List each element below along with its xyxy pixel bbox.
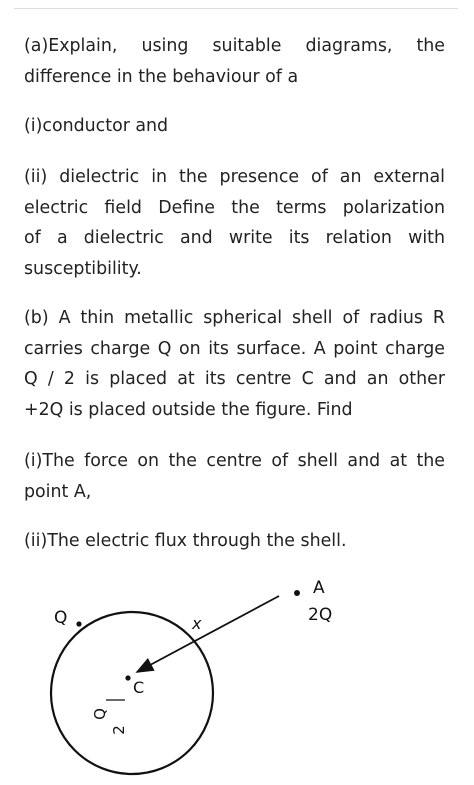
center-charge-fraction — [91, 700, 128, 735]
point-a-label: A — [313, 578, 325, 598]
shell-diagram — [24, 566, 364, 781]
text-line: difference in the behaviour of a — [24, 66, 299, 87]
text-line: (b) A thin metallic spherical shell of radius R — [24, 308, 445, 328]
part-b-text — [24, 303, 445, 425]
external-charge-label: 2Q — [308, 605, 333, 625]
text-line: of a dielectric and write its relation with — [24, 228, 445, 248]
text-line: (ii) dielectric in the presence of an external — [24, 167, 445, 187]
text-line: susceptibility. — [24, 258, 142, 279]
text-line: (a)Explain, using suitable diagrams, the — [24, 36, 445, 56]
center-dot — [125, 675, 130, 680]
text-line: (ii)The electric flux through the shell. — [24, 531, 347, 551]
part-a-item-ii — [24, 162, 445, 284]
shell-charge-dot — [76, 621, 81, 626]
text-line: (i)conductor and — [24, 116, 169, 136]
center-label: C — [133, 678, 145, 697]
text-line: point A, — [24, 481, 92, 502]
distance-line — [137, 596, 279, 672]
part-a-intro — [24, 31, 445, 92]
shell-charge-label: Q — [54, 608, 68, 628]
fraction-numerator: Q — [91, 708, 109, 720]
text-line: (i)The force on the centre of shell and at the — [24, 451, 445, 471]
distance-label: x — [192, 614, 202, 633]
fraction-denominator: 2 — [110, 725, 128, 735]
part-a-item-i — [24, 111, 445, 142]
shell-diagram-svg — [24, 566, 364, 781]
point-a-dot — [294, 590, 300, 596]
text-line: +2Q is placed outside the figure. Find — [24, 399, 353, 420]
text-line: electric field Define the terms polarization — [24, 197, 445, 218]
top-divider — [14, 8, 458, 9]
part-b-item-i — [24, 446, 445, 507]
part-b-item-ii — [24, 526, 445, 557]
text-line: carries charge Q on its surface. A point charge — [24, 338, 445, 359]
spherical-shell — [51, 612, 213, 774]
text-line: Q / 2 is placed at its centre C and an other — [24, 369, 445, 389]
